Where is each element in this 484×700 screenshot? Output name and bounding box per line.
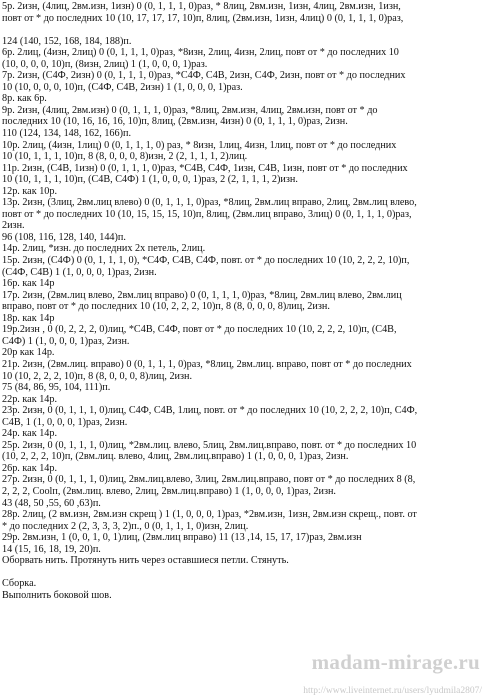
text-line: 10 (10, 0, 0, 0, 10)п, (С4Ф, С4В, 2изн) 1 (1, 0, 0, 0, 1)раз.: [2, 81, 243, 93]
text-line: 26р. как 14р.: [2, 462, 58, 474]
watermark-url: http://www.liveinternet.ru/users/lyudmila2807/: [303, 686, 482, 696]
text-line: вправо, повт от * до последних 10 (10, 2, 2, 2, 10)п, 8 (8, 0, 0, 0, 8)лиц, 2изн.: [2, 301, 330, 313]
text-line: 2, 2, 2, Сооlп, (2вм.лиц. влево, 2лиц, 2вм.лиц.вправо) 1 (1, 0, 0, 0, 1)раз, 2изн.: [2, 485, 336, 497]
text-line: Выполнить боковой шов.: [2, 589, 112, 601]
text-line: 24р. как 14р.: [2, 428, 58, 440]
text-line: 21р. 2изн, (2вм.лиц. вправо) 0 (0, 1, 1, 1, 0)раз, *8лиц, 2вм.лиц. вправо, повт от * до последних: [2, 358, 412, 370]
text-line: С4Ф) 1 (1, 0, 0, 0, 1)раз, 2изн.: [2, 335, 130, 347]
text-line: * до последних 2 (2, 3, 3, 3, 2)п., 0 (0, 1, 1, 1, 0)изн, 2лиц.: [2, 520, 249, 532]
text-line: (10, 0, 0, 0, 10)п, (8изн, 2лиц) 1 (1, 0, 0, 0, 1)раз.: [2, 58, 208, 70]
text-line: 96 (108, 116, 128, 140, 144)п.: [2, 231, 126, 243]
text-line: 25р. 2изн, 0 (0, 1, 1, 1, 0)лиц, *2вм.лиц. влево, 5лиц, 2вм.лиц.вправо, повт. от * до последних 10: [2, 439, 417, 451]
text-line: 75 (84, 86, 95, 104, 111)п.: [2, 382, 111, 394]
text-line: 43 (48, 50 ,55, 60 ,63)п.: [2, 497, 101, 509]
text-line: 8р. как 6р.: [2, 93, 47, 105]
text-line: 20р как 14р.: [2, 347, 55, 359]
text-line: 13р. 2изн, (3лиц, 2вм.лиц влево) 0 (0, 1, 1, 1, 0)раз, *8лиц, 2вм.лиц вправо, 2лиц, 2вм.лиц влево,: [2, 197, 417, 209]
watermark-site: madam-mirage.ru: [311, 650, 480, 674]
text-line: 10 (10, 1, 1, 1, 10)п, 8 (8, 0, 0, 0, 8)изн, 2 (2, 1, 1, 1, 2)лиц.: [2, 151, 248, 163]
text-line: 16р. как 14р: [2, 278, 55, 290]
text-line: 10 (10, 1, 1, 1, 10)п, (С4В, С4Ф) 1 (1, 0, 0, 0, 1)раз, 2 (2, 1, 1, 1, 2)изн.: [2, 174, 298, 186]
text-line: 5р. 2изн, (4лиц, 2вм.изн, 1изн) 0 (0, 1, 1, 1, 0)раз, * 8лиц, 2вм.изн, 1изн, 4лиц, 2вм.изн, 1изн,: [2, 1, 401, 12]
text-line: 10 (10, 2, 2, 2, 10)п, 8 (8, 0, 0, 0, 8)лиц, 2изн.: [2, 370, 193, 382]
text-line: повт от * до последних 10 (10, 15, 15, 15, 10)п, 8лиц, (2вм.лиц вправо, 3лиц) 0 (0, 1, 1, 1, 0)раз,: [2, 208, 412, 220]
text-line: Сборка.: [2, 578, 37, 590]
text-line: 27р. 2изн, 0 (0, 1, 1, 1, 0)лиц, 2вм.лиц.влево, 3лиц, 2вм.лиц.вправо, повт от * до последних 8 (8,: [2, 474, 416, 486]
text-line: повт от * до последних 10 (10, 17, 17, 17, 10)п, 8лиц, (2вм.изн, 1изн, 4лиц) 0 (0, 1, 1, 1, 0)раз,: [2, 12, 404, 24]
text-line: 19р.2изн , 0 (0, 2, 2, 2, 0)лиц, *С4В, С4Ф, повт от * до последних 10 (10, 2, 2, 2, 10)п, (С4В,: [2, 324, 397, 336]
text-line: последних 10 (10, 16, 16, 16, 10)п, 8лиц, (2вм.изн, 4изн) 0 (0, 1, 1, 1, 0)раз, 2изн.: [2, 116, 348, 128]
text-line: 17р. 2изн, (2вм.лиц влево, 2вм.лиц вправо) 0 (0, 1, 1, 1, 0)раз, *8лиц, 2вм.лиц влево, 2вм.лиц: [2, 289, 402, 301]
text-line: 2изн.: [2, 220, 25, 232]
text-line: 11р. 2изн, (С4В, 1изн) 0 (0, 1, 1, 1, 0)раз, *С4В, С4Ф, 1изн, С4В, 1изн, повт от * до последних: [2, 162, 408, 174]
text-line: 23р. 2изн, 0 (0, 1, 1, 1, 0)лиц, С4Ф, С4В, 1лиц, повт. от * до последних 10 (10, 2, 2, 2, 10)п, С4Ф,: [2, 405, 418, 417]
text-line: 9р. 2изн, (4лиц, 2вм.изн) 0 (0, 1, 1, 1, 0)раз, *8лиц, 2вм.изн, 4лиц, 2вм.изн, повт от * до: [2, 104, 378, 116]
text-line: 29р. 2вм.изн, 1 (0, 0, 1, 0, 1)лиц, (2вм.лиц вправо) 11 (13 ,14, 15, 17, 17)раз, 2вм.изн: [2, 532, 362, 544]
pattern-text: [2, 1, 482, 601]
text-line: 124 (140, 152, 168, 184, 188)п.: [2, 35, 132, 47]
text-line: 18р. как 14р: [2, 312, 55, 324]
text-line: 7р. 2изн, (С4Ф, 2изн) 0 (0, 1, 1, 1, 0)раз, *С4Ф, С4В, 2изн, С4Ф, 2изн, повт от * до последних: [2, 70, 406, 82]
text-line: 28р. 2лиц, (2 вм.изн, 2вм.изн скрещ ) 1 (1, 0, 0, 0, 1)раз, *2вм.изн, 1изн, 2вм.изн скрещ., повт. от: [2, 509, 417, 521]
text-line: 22р. как 14р.: [2, 393, 58, 405]
text-line: [2, 24, 482, 36]
text-line: (С4Ф, С4В) 1 (1, 0, 0, 0, 1)раз, 2изн.: [2, 266, 157, 278]
text-line: 10р. 2лиц, (4изн, 1лиц) 0 (0, 1, 1, 1, 0) раз, * 8изн, 1лиц, 4изн, 1лиц, повт от * до последних: [2, 139, 397, 151]
text-line: 15р. 2изн, (С4Ф) 0 (0, 1, 1, 1, 0), *С4Ф, С4В, С4Ф, повт. от * до последних 10 (10, 2, 2, 2, 10)п,: [2, 255, 410, 267]
text-line: 6р. 2лиц, (4изн, 2лиц) 0 (0, 1, 1, 1, 0)раз, *8изн, 2лиц, 4изн, 2лиц, повт от * до последних 10: [2, 47, 399, 59]
text-line: С4В, 1 (1, 0, 0, 0, 1)раз, 2изн.: [2, 416, 128, 428]
text-line: 14р. 2лиц, *изн. до последних 2х петель, 2лиц.: [2, 243, 206, 255]
text-line: 14 (15, 16, 18, 19, 20)п.: [2, 543, 101, 555]
text-line: 12р. как 10р.: [2, 185, 58, 197]
text-line: 110 (124, 134, 148, 162, 166)п.: [2, 128, 132, 140]
text-line: Оборвать нить. Протянуть нить через оставшиеся петли. Стянуть.: [2, 555, 289, 567]
text-line: [2, 567, 482, 579]
text-line: (10, 2, 2, 2, 10)п, (2вм.лиц. влево, 4лиц, 2вм.лиц.вправо) 1 (1, 0, 0, 0, 1)раз, 2изн.: [2, 451, 349, 463]
